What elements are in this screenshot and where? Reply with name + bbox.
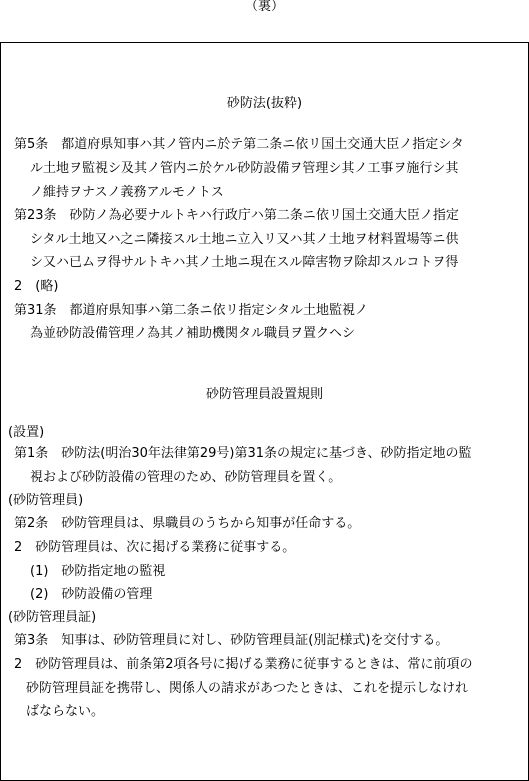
article-23-line: 第23条 砂防ノ為必要ナルトキハ行政庁ハ第二条ニ依リ国土交通大臣ノ指定 [14, 208, 459, 223]
article-23-line: シタル土地又ハ之ニ隣接スル土地ニ立入リ又ハ其ノ土地ヲ材料置場等ニ供 [30, 232, 459, 247]
rules-title: 砂防管理員設置規則 [205, 387, 323, 402]
article-5-line: ノ維持ヲナスノ義務アルモノトス [30, 185, 224, 200]
rule-2-item-2: (2) 砂防設備の管理 [30, 587, 153, 602]
rule-3-paragraph-2: 砂防管理員証を携帯し、関係人の請求があつたときは、これを提示しなけれ [26, 681, 469, 696]
rule-1-line: 第1条 砂防法(明治30年法律第29号)第31条の規定に基づき、砂防指定地の監 [14, 446, 472, 461]
section-heading: (設置) [8, 425, 45, 440]
rule-3-paragraph-2: ばならない。 [26, 704, 105, 719]
article-31-line: 為並砂防設備管理ノ為其ノ補助機関タル職員ヲ置クヘシ [30, 326, 356, 341]
section-heading: (砂防管理員証) [8, 610, 97, 625]
rule-3-paragraph-2: 2 砂防管理員は、前条第2項各号に掲げる業務に従事するときは、常に前項の [14, 657, 473, 672]
rule-2-line: 第2条 砂防管理員は、県職員のうちから知事が任命する。 [14, 516, 361, 531]
rule-3-line: 第3条 知事は、砂防管理員に対し、砂防管理員証(別記様式)を交付する。 [14, 633, 449, 648]
article-23-paragraph-2: 2 (略) [14, 279, 59, 294]
rule-2-paragraph-2: 2 砂防管理員は、次に掲げる業務に従事する。 [14, 540, 296, 555]
article-5-line: ル土地ヲ監視シ及其ノ管内ニ於ケル砂防設備ヲ管理シ其ノ工事ヲ施行シ其 [30, 161, 459, 176]
article-31-line: 第31条 都道府県知事ハ第二条ニ依リ指定シタル土地監視ノ [14, 303, 369, 318]
article-23-line: シ又ハ已ムヲ得サルトキハ其ノ土地ニ現在スル障害物ヲ除却スルコトヲ得 [30, 255, 459, 270]
page-header: （裏） [244, 0, 284, 14]
rule-1-line: 視および砂防設備の管理のため、砂防管理員を置く。 [30, 470, 342, 485]
section-heading: (砂防管理員) [8, 493, 84, 508]
rule-2-item-1: (1) 砂防指定地の監視 [30, 564, 166, 579]
article-5-line: 第5条 都道府県知事ハ其ノ管内ニ於テ第二条ニ依リ国土交通大臣ノ指定シタ [14, 137, 464, 152]
excerpt-title: 砂防法(抜粋) [226, 96, 303, 111]
